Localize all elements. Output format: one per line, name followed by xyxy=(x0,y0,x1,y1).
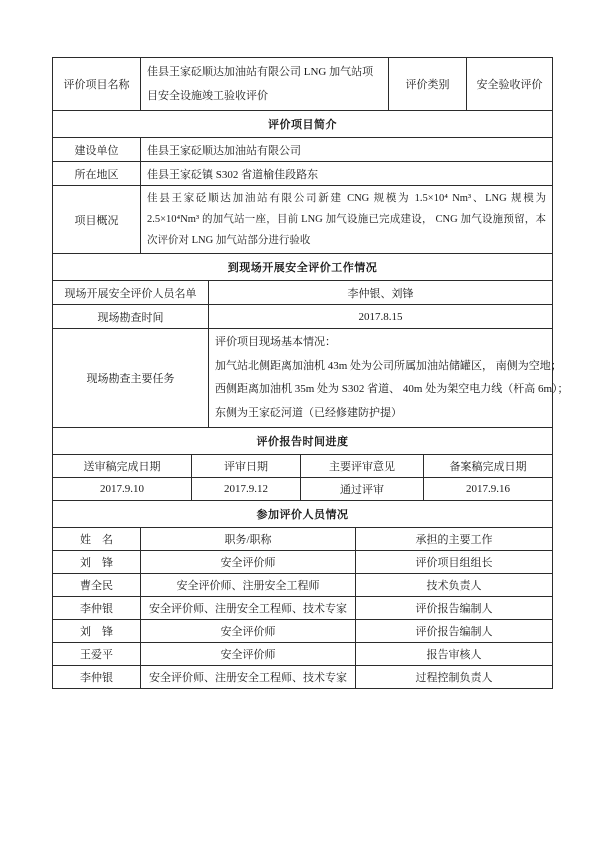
person-name: 李仲银 xyxy=(53,666,141,688)
people-header-title: 职务/职称 xyxy=(141,528,356,550)
table-row xyxy=(53,528,552,551)
survey-task-line: 评价项目现场基本情况： xyxy=(215,336,336,348)
table-row xyxy=(53,138,552,162)
table-row xyxy=(53,478,552,501)
person-work: 技术负责人 xyxy=(426,580,482,592)
table-row xyxy=(53,162,552,186)
person-work: 评价报告编制人 xyxy=(415,626,493,638)
survey-date-value: 2017.8.15 xyxy=(358,310,403,323)
schedule-header-review-date: 评审日期 xyxy=(192,455,301,477)
table-row xyxy=(53,58,552,111)
table-row xyxy=(53,455,552,478)
table-row xyxy=(53,254,552,281)
person-work: 评价报告编制人 xyxy=(415,603,493,615)
schedule-value-review-date: 2017.9.12 xyxy=(192,478,301,500)
table-row xyxy=(53,281,552,305)
schedule-header-draft: 送审稿完成日期 xyxy=(53,455,192,477)
schedule-value-draft: 2017.9.10 xyxy=(53,478,192,500)
survey-task-line: 西侧距离加油机 35m 处为 S302 省道、 40m 处为架空电力线（杆高 6m）； xyxy=(215,383,569,395)
table-row xyxy=(53,186,552,254)
person-title: 安全评价师 xyxy=(141,620,356,642)
people-header-name: 姓 名 xyxy=(53,528,141,550)
section-title-fieldwork: 到现场开展安全评价工作情况 xyxy=(227,262,378,274)
schedule-header-final: 备案稿完成日期 xyxy=(449,461,527,473)
table-row xyxy=(53,643,552,666)
person-name: 刘 锋 xyxy=(53,620,141,642)
builder-label: 建设单位 xyxy=(53,138,141,161)
evaluation-type-value: 安全验收评价 xyxy=(476,79,543,91)
person-title: 安全评价师、注册安全工程师、技术专家 xyxy=(141,666,356,688)
field-staff-value: 李仲银、刘锋 xyxy=(347,287,414,300)
section-title-intro: 评价项目简介 xyxy=(268,119,337,131)
table-row xyxy=(53,666,552,688)
table-row xyxy=(53,428,552,455)
project-name-label: 评价项目名称 xyxy=(53,58,141,110)
table-row xyxy=(53,329,569,428)
schedule-value-final: 2017.9.16 xyxy=(466,483,510,495)
person-name: 刘 锋 xyxy=(53,551,141,573)
person-work: 评价项目组组长 xyxy=(415,557,493,569)
evaluation-form-table xyxy=(52,57,569,689)
field-staff-label: 现场开展安全评价人员名单 xyxy=(53,281,209,304)
builder-value: 佳县王家砭顺达加油站有限公司 xyxy=(147,144,301,157)
table-row xyxy=(53,111,552,138)
survey-task-line: 东侧为王家砭河道（已经修建防护提） xyxy=(215,406,402,419)
section-title-people: 参加评价人员情况 xyxy=(256,509,349,521)
table-row xyxy=(53,620,552,643)
person-name: 李仲银 xyxy=(53,597,141,619)
schedule-value-opinion: 通过评审 xyxy=(301,478,424,500)
survey-task-value xyxy=(209,329,575,427)
table-row xyxy=(53,551,552,574)
section-title-schedule: 评价报告时间进度 xyxy=(256,436,349,448)
person-title: 安全评价师、注册安全工程师 xyxy=(141,574,356,596)
table-row xyxy=(53,501,552,528)
table-row xyxy=(53,597,552,620)
person-work: 报告审核人 xyxy=(426,649,482,661)
person-name: 曹全民 xyxy=(53,574,141,596)
person-name: 王爱平 xyxy=(53,643,141,665)
person-work: 过程控制负责人 xyxy=(415,672,493,684)
people-header-work: 承担的主要工作 xyxy=(415,534,493,546)
location-label: 所在地区 xyxy=(53,162,141,185)
survey-task-label: 现场勘查主要任务 xyxy=(53,329,209,427)
survey-date-label: 现场勘查时间 xyxy=(53,305,209,328)
overview-label: 项目概况 xyxy=(53,186,141,253)
person-title: 安全评价师 xyxy=(141,551,356,573)
evaluation-type-label: 评价类别 xyxy=(389,58,467,110)
overview-value: 佳县王家砭顺达加油站有限公司新建 CNG 规模为 1.5×10⁴ Nm³、LNG 规模为 2.5×10⁴Nm³ 的加气站一座，目前 LNG 加气设施已完成建设， CNG 加气设施预留，本次评价对 LNG 加气站部分进行验收 xyxy=(147,193,546,246)
person-title: 安全评价师、注册安全工程师、技术专家 xyxy=(141,597,356,619)
table-row xyxy=(53,305,552,329)
location-value: 佳县王家砭镇 S302 省道榆佳段路东 xyxy=(147,168,319,181)
project-name-value: 佳县王家砭顺达加油站有限公司 LNG 加气站项目安全设施竣工验收评价 xyxy=(141,58,389,110)
survey-task-line: 加气站北侧距离加油机 43m 处为公司所属加油站储罐区， 南侧为空地； xyxy=(215,359,562,372)
table-row xyxy=(53,574,552,597)
schedule-header-opinion: 主要评审意见 xyxy=(301,455,424,477)
person-title: 安全评价师 xyxy=(141,643,356,665)
